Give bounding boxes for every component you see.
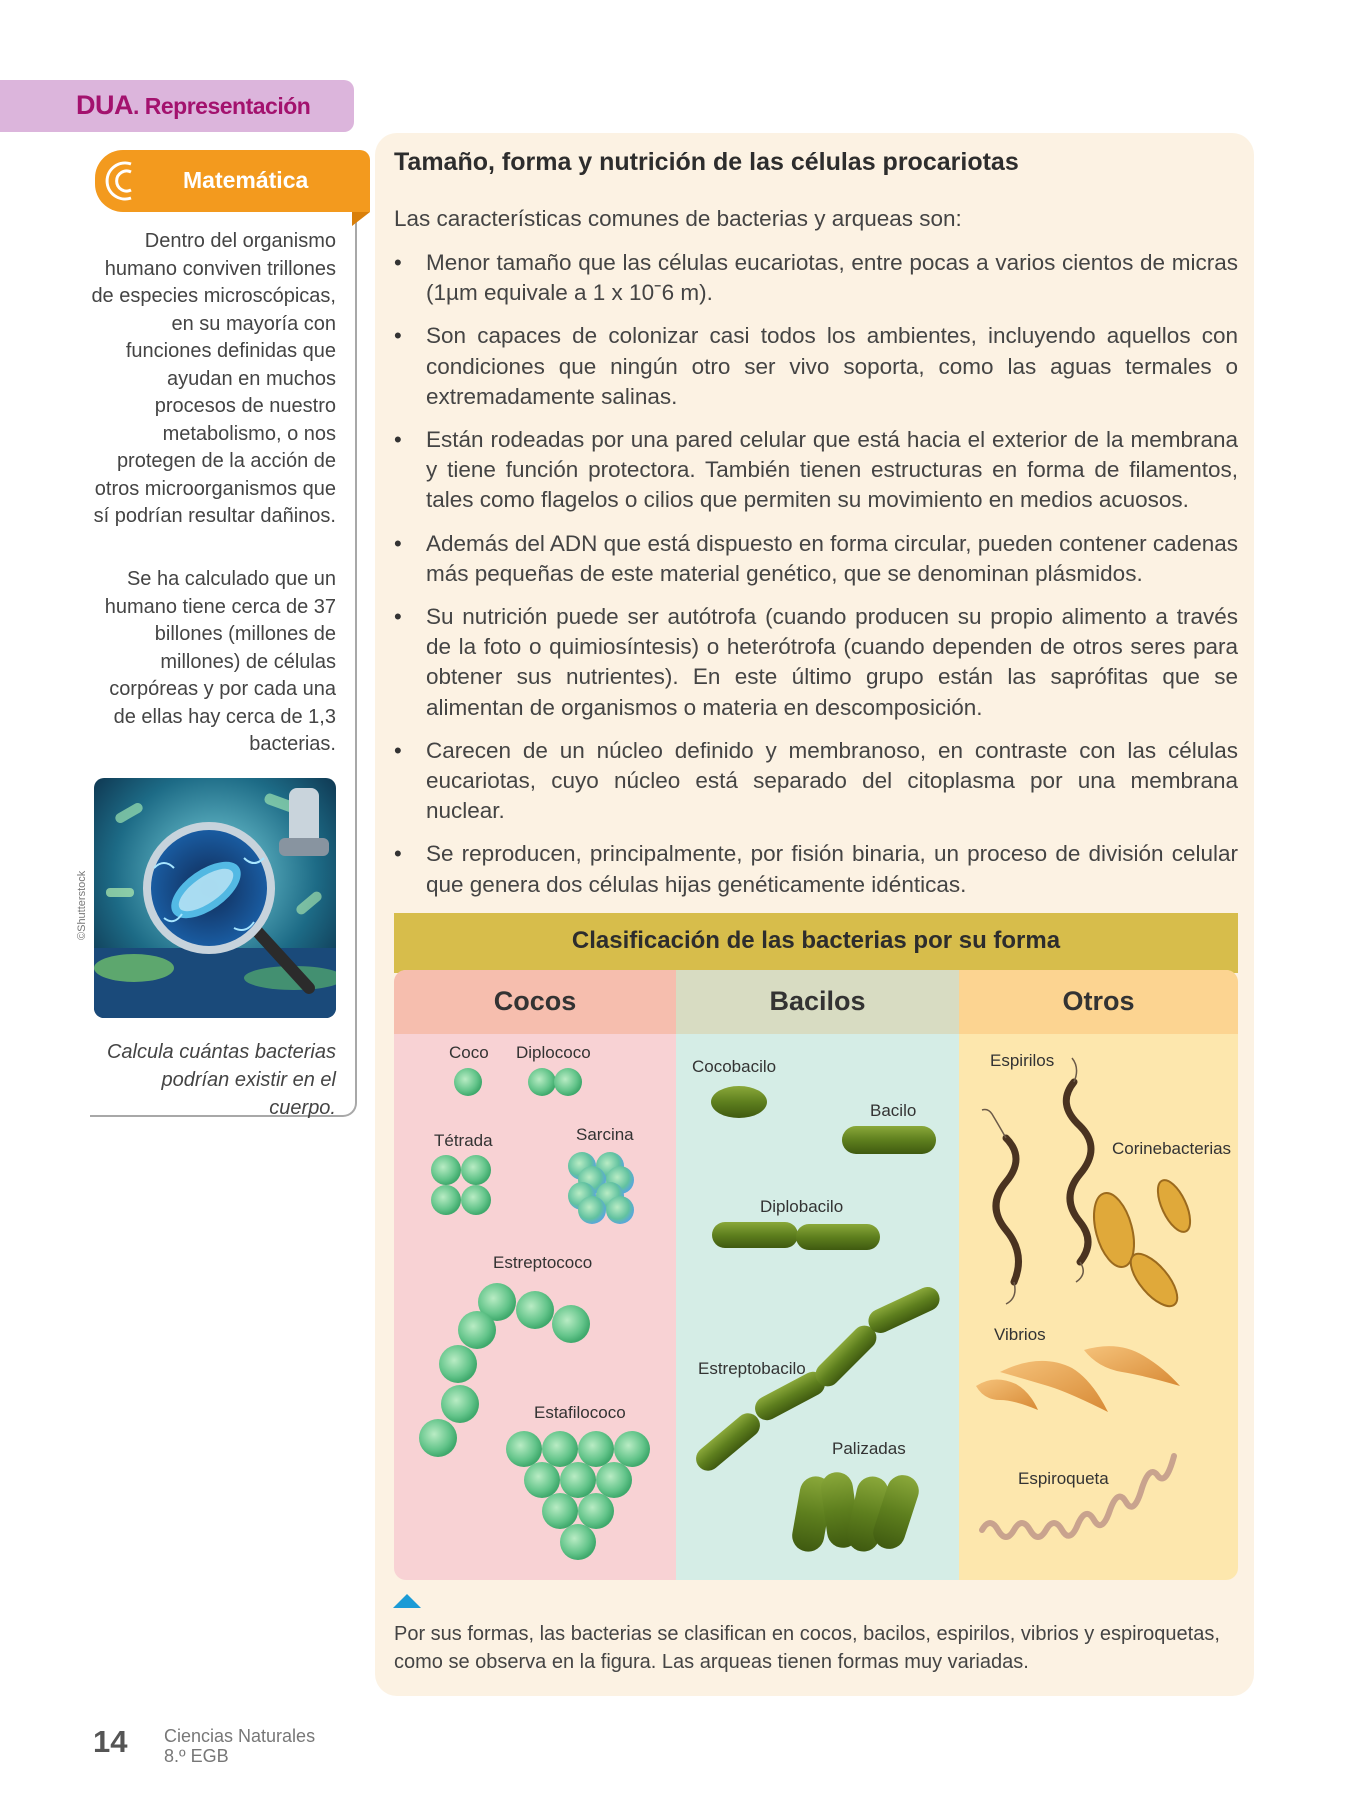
label-bacilo: Bacilo [870, 1101, 917, 1120]
estreptococo-cell [419, 1419, 457, 1457]
column-title-cocos: Cocos [493, 986, 577, 1016]
tetrada-cell [461, 1185, 491, 1215]
bacilo-cell [842, 1126, 936, 1154]
estafilococo-cell [506, 1431, 542, 1467]
column-header-otros [959, 970, 1238, 1034]
diplococo-cell [554, 1068, 582, 1096]
column-title-otros: Otros [1062, 986, 1135, 1016]
list-item: • Son capaces de colonizar casi todos los ambientes, incluyendo aquellos con condiciones que ningún otro ser vivo soporta, como las aguas termales o extremadamente salinas. [394, 321, 1238, 412]
estreptococo-cell [439, 1345, 477, 1383]
figure-title: Clasificación de las bacterias por su forma [571, 927, 1061, 954]
main-intro: Las características comunes de bacterias y arqueas son: [394, 206, 962, 231]
matematica-label: Matemática [183, 167, 309, 193]
sidebar-caption: Calcula cuántas bacterias podrían existir en el cuerpo. [106, 1041, 336, 1119]
corinebacteria-cell [1151, 1176, 1196, 1237]
estreptococo-cell [516, 1291, 554, 1329]
sidebar-paragraph-2: Se ha calculado que un humano tiene cerca de 37 billones (millones de millones) de células corpóreas y por cada una de ellas hay cerca de 1,3 bacterias. [104, 568, 336, 755]
dua-subtitle: . Representación [133, 93, 311, 119]
estafilococo-cell [596, 1462, 632, 1498]
bacteria-magnifier-photo [94, 778, 336, 1018]
matematica-icon [101, 158, 143, 204]
estafilococo-cell [542, 1493, 578, 1529]
list-item: • Su nutrición puede ser autótrofa (cuando producen su propio alimento a través de la foto o quimiosíntesis) o heterótrofa (cuando dependen de otros seres para obtener sus nutrientes). En este último grupo están las saprófitas que se alimentan de organismos o materia en descomposición. [394, 602, 1238, 723]
cocobacilo-cell [711, 1086, 767, 1118]
label-estreptobacilo: Estreptobacilo [698, 1359, 806, 1378]
label-diplococo: Diplococo [516, 1043, 591, 1062]
label-estafilococo: Estafilococo [534, 1403, 626, 1422]
footer-subject [164, 1726, 315, 1766]
estafilococo-cell [578, 1431, 614, 1467]
coco-cell [454, 1068, 482, 1096]
label-palizadas: Palizadas [832, 1439, 906, 1458]
estafilococo-cell [560, 1462, 596, 1498]
label-espirilos: Espirilos [990, 1051, 1055, 1070]
estreptococo-cell [458, 1311, 496, 1349]
matematica-tab [95, 150, 370, 212]
estreptobacilo-cell [811, 1321, 882, 1392]
vibrio-cell [976, 1379, 1038, 1410]
estafilococo-cell [542, 1431, 578, 1467]
tetrada-cell [431, 1155, 461, 1185]
label-cocobacilo: Cocobacilo [692, 1057, 777, 1076]
estafilococo-cell [560, 1524, 596, 1560]
page-number: 14 [93, 1724, 128, 1759]
footer-subject-name: Ciencias Naturales [164, 1726, 316, 1746]
espirilo-cell [1066, 1082, 1091, 1262]
list-item: • Se reproducen, principalmente, por fisión binaria, un proceso de división celular que genera dos células hijas genéticamente idénticas. [394, 839, 1238, 899]
vibrio-cell [1084, 1346, 1180, 1386]
label-vibrios: Vibrios [994, 1325, 1046, 1344]
list-item: • Además del ADN que está dispuesto en forma circular, pueden contener cadenas más pequeñas de este material genético, que se denominan plásmidos. [394, 529, 1238, 589]
tetrada-cell [461, 1155, 491, 1185]
label-coco: Coco [449, 1043, 489, 1062]
label-tetrada: Tétrada [434, 1131, 493, 1150]
estafilococo-cell [578, 1493, 614, 1529]
column-title-bacilos: Bacilos [769, 986, 866, 1016]
column-header-cocos [394, 970, 676, 1034]
dua-banner [0, 80, 354, 132]
label-estreptococo: Estreptococo [493, 1253, 593, 1272]
corinebacteria-cell [1123, 1246, 1186, 1313]
list-item: • Están rodeadas por una pared celular que está hacia el exterior de la membrana y tiene función protectora. También tienen estructuras en forma de filamentos, tales como flagelos o cilios que permiten su movimiento en medios acuosos. [394, 425, 1238, 516]
estafilococo-cell [524, 1462, 560, 1498]
estreptococo-cell [441, 1385, 479, 1423]
main-title: Tamaño, forma y nutrición de las células procariotas [394, 148, 1019, 176]
estafilococo-cell [614, 1431, 650, 1467]
espirilo-cell [996, 1138, 1019, 1282]
list-item: • Menor tamaño que las células eucariotas, entre pocas a varios cientos de micras (1µm equivale a 1 x 10ˉ6 m). [394, 248, 1238, 308]
sarcina-cell [606, 1196, 634, 1224]
figure-header [394, 913, 1238, 973]
estreptobacilo-cell [864, 1283, 943, 1337]
label-diplobacilo: Diplobacilo [760, 1197, 844, 1216]
sidebar-paragraph-1: Dentro del organismo humano conviven trillones de especies microscópicas, en su mayoría con funciones definidas que ayudan en muchos procesos de nuestro metabolismo, o nos protegen de la acción de otros microorganismos que sí podrían resultar dañinos. [91, 230, 336, 527]
footer-grade: 8.º EGB [164, 1746, 229, 1766]
sarcina-cell [578, 1196, 606, 1224]
label-corinebacterias: Corinebacterias [1112, 1139, 1232, 1158]
label-espiroqueta: Espiroqueta [1018, 1469, 1109, 1488]
tab-fold [352, 212, 370, 226]
characteristics-list [394, 248, 1238, 913]
list-item: • Carecen de un núcleo definido y membranoso, en contraste con las células eucariotas, cuyo núcleo está separado del citoplasma por una membrana nuclear. [394, 736, 1238, 827]
estreptococo-cell [552, 1305, 590, 1343]
diplococo-cell [528, 1068, 556, 1096]
tetrada-cell [431, 1185, 461, 1215]
diplobacilo-cell [712, 1222, 798, 1248]
figure-caption: Por sus formas, las bacterias se clasifican en cocos, bacilos, espirilos, vibrios y espiroquetas, como se observa en la figura. Las arqueas tienen formas muy variadas. [394, 1623, 1220, 1673]
column-header-bacilos [676, 970, 959, 1034]
diplobacilo-cell [796, 1224, 880, 1250]
figure-marker-icon [393, 1594, 421, 1608]
photo-credit: ©Shutterstock [76, 870, 88, 940]
dua-title [76, 90, 310, 121]
estreptobacilo-cell [691, 1408, 765, 1475]
label-sarcina: Sarcina [576, 1125, 634, 1144]
bacteria-shapes-illustration [394, 1034, 1238, 1580]
dua-title-text: DUA [76, 90, 133, 120]
